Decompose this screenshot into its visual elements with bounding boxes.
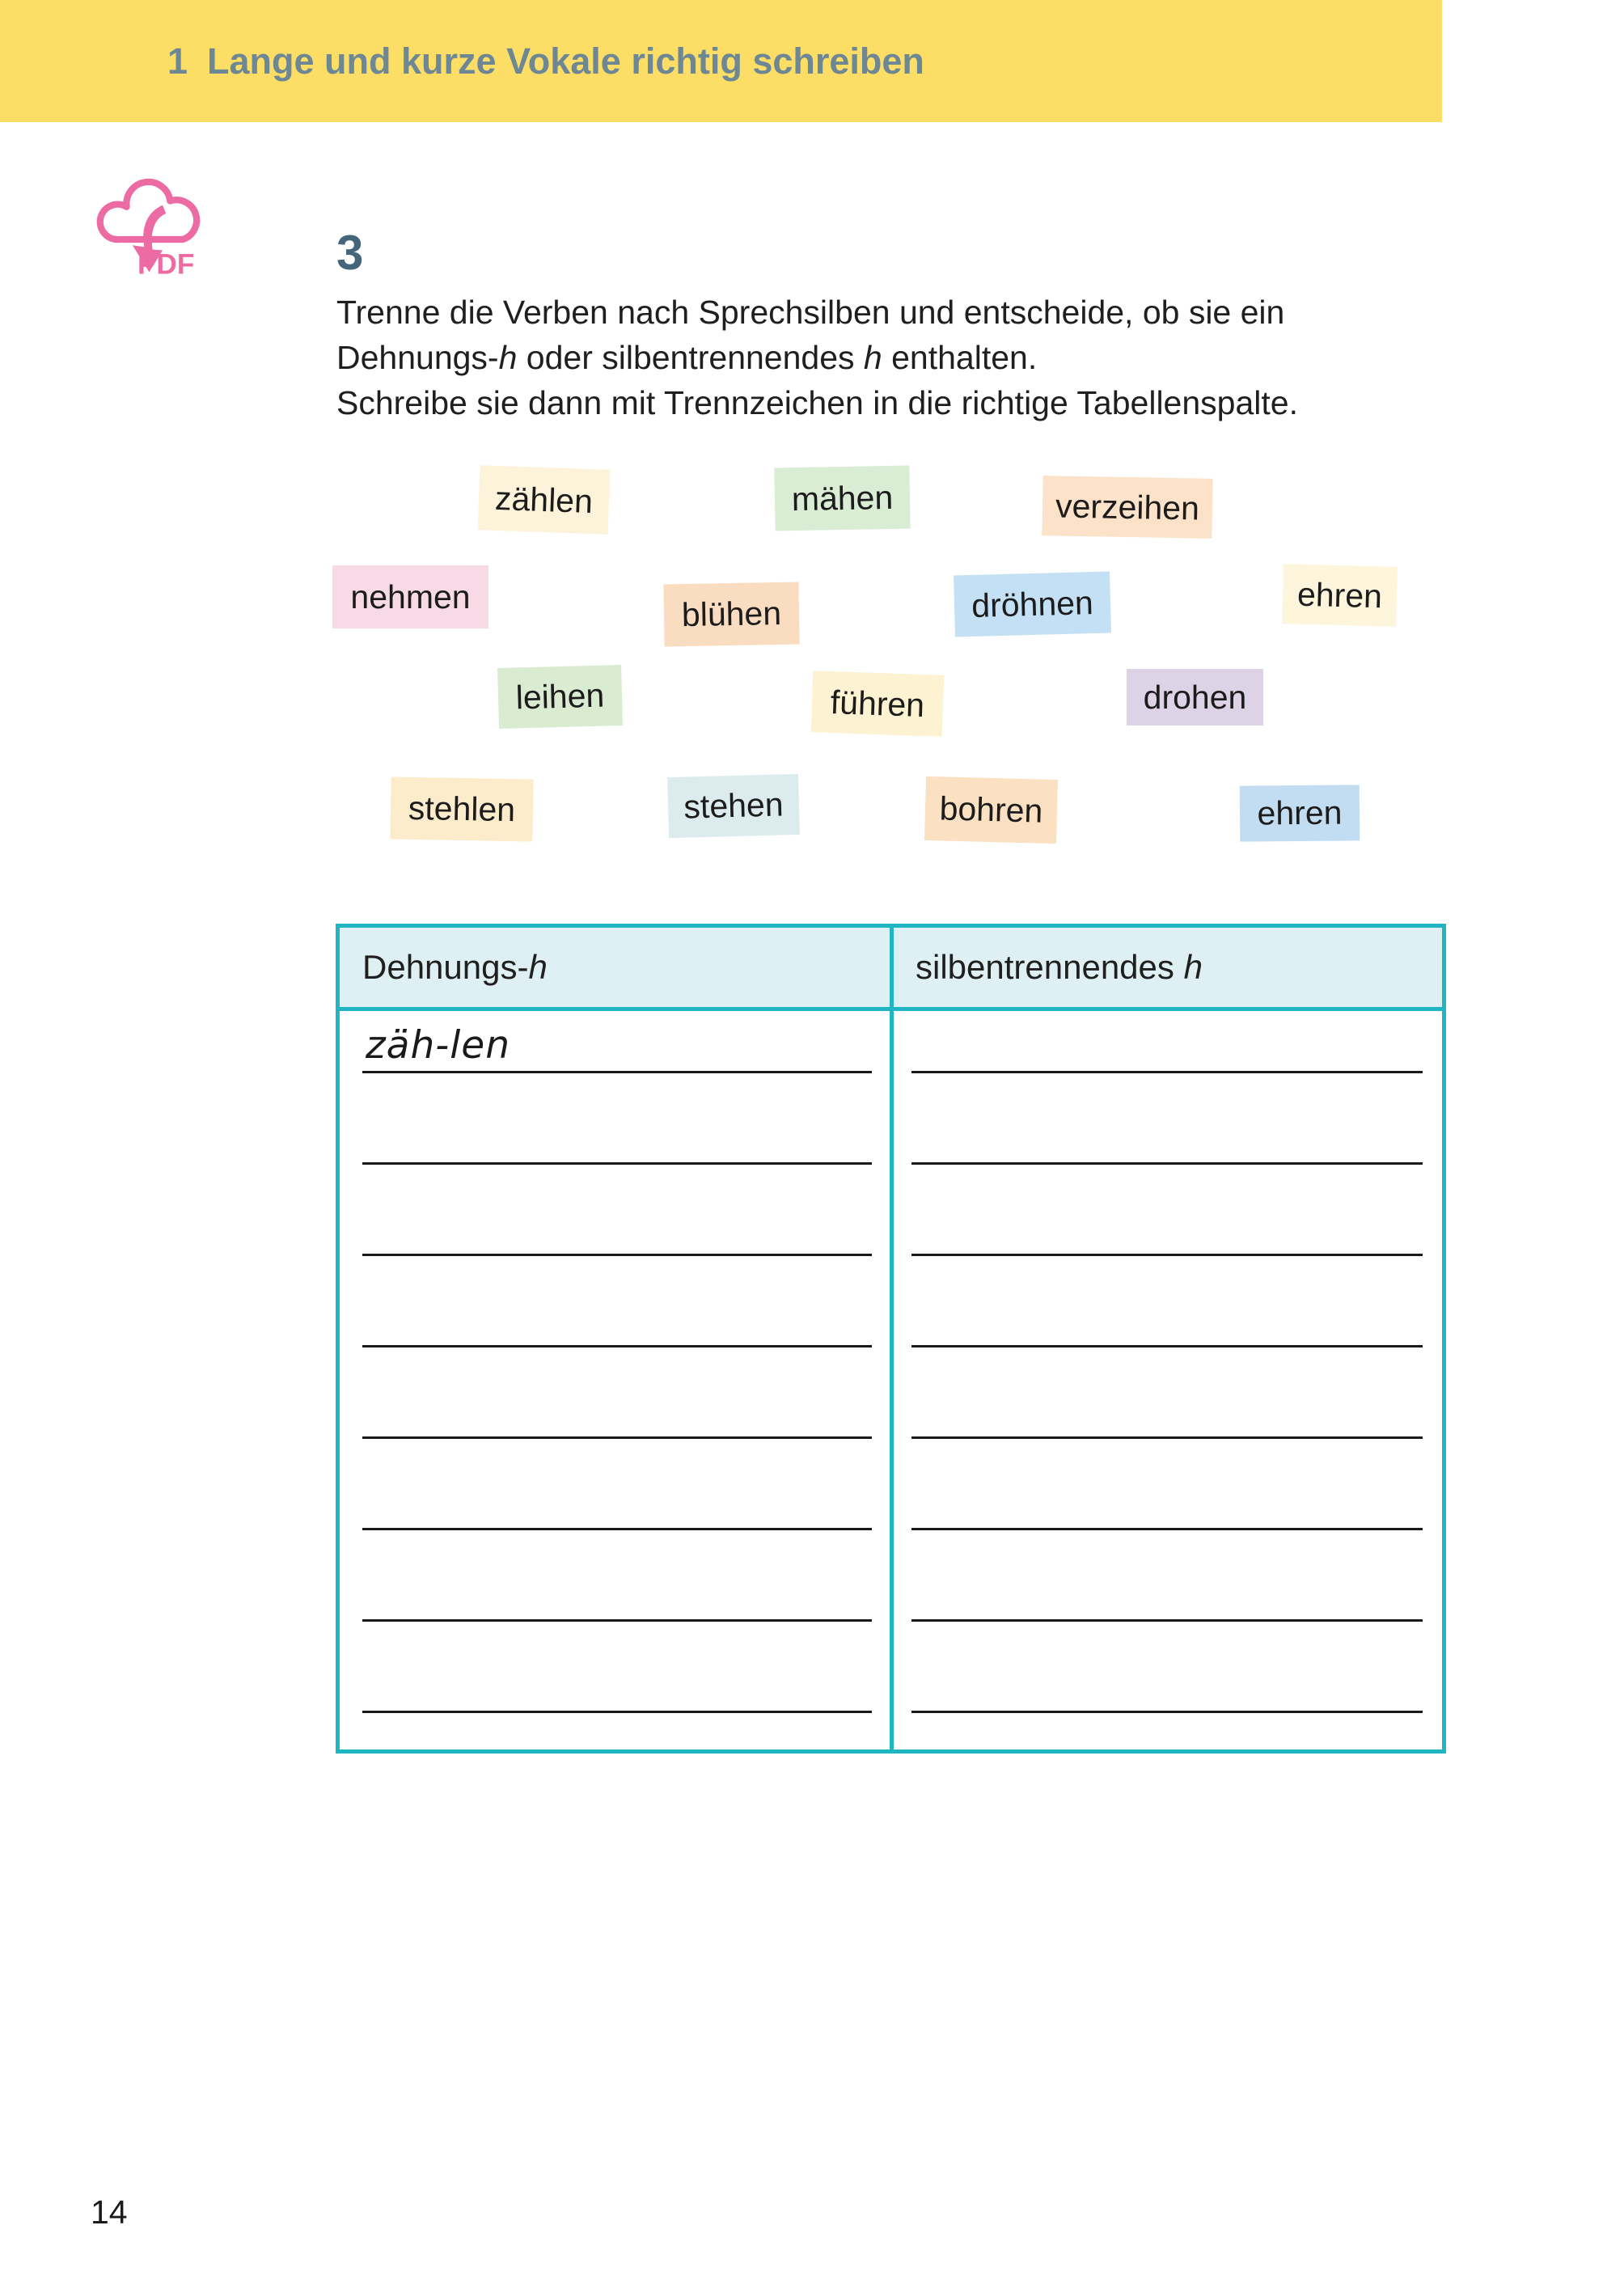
answer-line [911, 1619, 1423, 1622]
word-card [774, 466, 910, 531]
column-divider [890, 928, 894, 1749]
answer-line [911, 1071, 1423, 1073]
answer-line [362, 1071, 872, 1073]
pdf-icon-label: PDF [137, 248, 195, 281]
word-card-label: drohen [1143, 678, 1247, 716]
word-card [811, 671, 945, 737]
sorting-table [336, 924, 1446, 1754]
pdf-download-icon[interactable] [89, 170, 210, 283]
word-card-label: stehen [683, 785, 785, 826]
page-number: 14 [91, 2194, 128, 2231]
answer-line [911, 1254, 1423, 1256]
answer-line [911, 1528, 1423, 1530]
chapter-header-bar [0, 0, 1442, 122]
word-card [954, 571, 1111, 637]
word-card [497, 665, 623, 729]
answer-line [362, 1436, 872, 1439]
word-card [1127, 669, 1263, 726]
answer-line [362, 1711, 872, 1713]
word-card-label: verzeihen [1055, 486, 1200, 527]
answer-line [362, 1345, 872, 1347]
word-card-label: ehren [1257, 793, 1343, 832]
answer-line [362, 1254, 872, 1256]
instruction-line-2: Dehnungs-h oder silbentrennendes h enthalten. [336, 339, 1038, 376]
word-card [478, 465, 611, 535]
word-card-label: mähen [791, 478, 894, 518]
word-card-label: zählen [494, 479, 594, 520]
answer-line [911, 1345, 1423, 1347]
word-card-label: blühen [681, 594, 782, 634]
answer-line [362, 1162, 872, 1165]
answer-line [911, 1711, 1423, 1713]
word-card-label: stehlen [408, 789, 516, 829]
instruction-line-3: Schreibe sie dann mit Trennzeichen in die richtige Tabellenspalte. [336, 384, 1298, 421]
answer-line [911, 1162, 1423, 1165]
exercise-number: 3 [336, 226, 364, 280]
handwritten-answer: zäh-len [366, 1023, 510, 1068]
chapter-number: 1 [167, 40, 188, 82]
word-card [667, 774, 800, 838]
word-card-label: nehmen [350, 577, 471, 616]
word-card-label: führen [830, 683, 925, 724]
word-card-label: ehren [1296, 575, 1383, 615]
word-card [663, 582, 799, 647]
column-header-silbentrennendes-h: silbentrennendes h [916, 948, 1203, 986]
answer-line [362, 1528, 872, 1530]
word-card [332, 565, 488, 628]
chapter-title: Lange und kurze Vokale richtig schreiben [207, 40, 924, 82]
word-card-label: dröhnen [971, 583, 1094, 624]
answer-line [911, 1436, 1423, 1439]
word-card [1042, 476, 1212, 539]
word-card [1282, 564, 1398, 627]
answer-line [362, 1619, 872, 1622]
word-card [924, 776, 1058, 844]
word-card-label: bohren [939, 789, 1043, 830]
word-card [1240, 785, 1360, 841]
column-header-dehnungs-h: Dehnungs-h [362, 948, 548, 986]
word-card-label: leihen [515, 676, 605, 717]
word-card [390, 776, 533, 841]
exercise-instructions [336, 290, 1388, 425]
instruction-line-1: Trenne die Verben nach Sprechsilben und entscheide, ob sie ein [336, 294, 1285, 331]
